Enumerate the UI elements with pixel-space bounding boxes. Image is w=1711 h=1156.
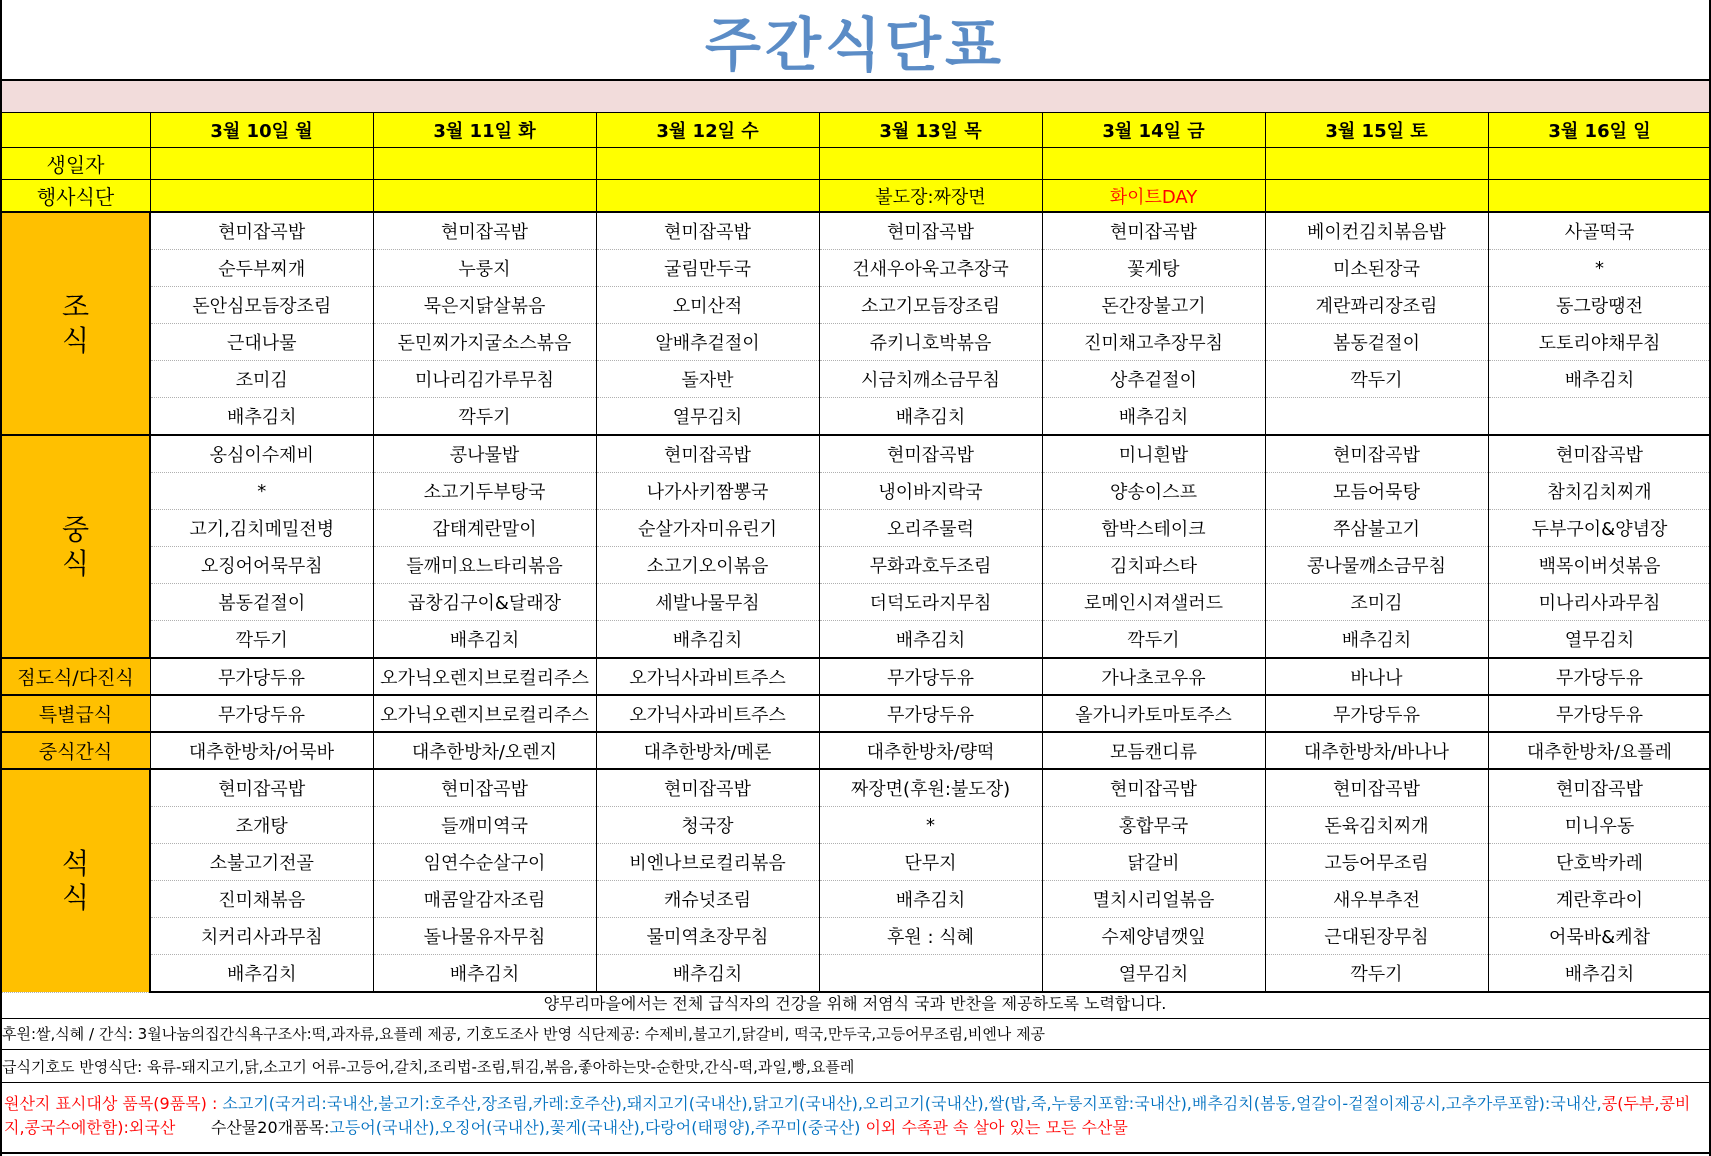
event-row xyxy=(1,180,1711,213)
lunch-dish: 열무김치 xyxy=(1488,621,1711,659)
event-cell xyxy=(373,180,596,213)
breakfast-dish: 시금치깨소금무침 xyxy=(819,361,1042,398)
pink-band xyxy=(0,81,1710,113)
event-cell xyxy=(1265,180,1488,213)
lunch-dish: 현미잡곡밥 xyxy=(596,435,819,473)
lunch-dish: 콩나물밥 xyxy=(373,435,596,473)
breakfast-dish: 미나리김가루무침 xyxy=(373,361,596,398)
lunch-dish: 현미잡곡밥 xyxy=(1265,435,1488,473)
breakfast-dish: 묵은지닭살볶음 xyxy=(373,287,596,324)
breakfast-dish: 조미김 xyxy=(150,361,373,398)
breakfast-dish: 배추김치 xyxy=(1488,361,1711,398)
lunch-dish: 세발나물무침 xyxy=(596,584,819,621)
lunch-dish: 갑태계란말이 xyxy=(373,510,596,547)
event-cell: 화이트DAY xyxy=(1042,180,1265,213)
lunch-dish: 곱창김구이&달래장 xyxy=(373,584,596,621)
lunch-dish: 들깨미요느타리볶음 xyxy=(373,547,596,584)
lunch-dish: 소고기오이볶음 xyxy=(596,547,819,584)
dinner-dish: 청국장 xyxy=(596,807,819,844)
breakfast-dish: 소고기모듬장조림 xyxy=(819,287,1042,324)
dinner-row xyxy=(1,955,1711,993)
origin-seafood-heading: 수산물20개품목: xyxy=(210,1118,330,1137)
lunch-dish: 나가사키짬뽕국 xyxy=(596,473,819,510)
day-header: 3월 16일 일 xyxy=(1488,113,1711,148)
breakfast-row xyxy=(1,250,1711,287)
footer-notice: 양무리마을에서는 전체 급식자의 건강을 위해 저염식 국과 반찬을 제공하도록 노력합니다. xyxy=(0,990,1710,1019)
lunch-dish: 쭈삼불고기 xyxy=(1265,510,1488,547)
origin-aquarium: 이외 수족관 속 살아 있는 모든 수산물 xyxy=(860,1118,1128,1137)
dinner-dish: 캐슈넛조림 xyxy=(596,881,819,918)
lunch-dish: 백목이버섯볶음 xyxy=(1488,547,1711,584)
dinner-dish: 배추김치 xyxy=(373,955,596,993)
lunch-dish: 미나리사과무침 xyxy=(1488,584,1711,621)
dinner-dish: 깍두기 xyxy=(1265,955,1488,993)
dinner-dish: 치커리사과무침 xyxy=(150,918,373,955)
breakfast-dish: 현미잡곡밥 xyxy=(596,212,819,250)
breakfast-dish xyxy=(1488,398,1711,436)
dinner-dish: 돈육김치찌개 xyxy=(1265,807,1488,844)
lunch-dish: 조미김 xyxy=(1265,584,1488,621)
dinner-dish: 현미잡곡밥 xyxy=(373,769,596,807)
dinner-dish: 임연수순살구이 xyxy=(373,844,596,881)
dinner-dish: 소불고기전골 xyxy=(150,844,373,881)
lunch-dish: 봄동겉절이 xyxy=(150,584,373,621)
snack-item: 바나나 xyxy=(1265,658,1488,695)
snack-row-label: 점도식/다진식 xyxy=(1,658,150,695)
breakfast-dish: * xyxy=(1488,250,1711,287)
snack-item: 무가당두유 xyxy=(150,695,373,732)
dinner-dish: 근대된장무침 xyxy=(1265,918,1488,955)
breakfast-row xyxy=(1,324,1711,361)
breakfast-dish: 깍두기 xyxy=(1265,361,1488,398)
dinner-dish: 현미잡곡밥 xyxy=(150,769,373,807)
event-cell xyxy=(596,180,819,213)
lunch-dish: 오징어어묵무침 xyxy=(150,547,373,584)
lunch-dish: 로메인시져샐러드 xyxy=(1042,584,1265,621)
dinner-row xyxy=(1,769,1711,807)
lunch-dish: 오리주물럭 xyxy=(819,510,1042,547)
snack-item: 오가닉오렌지브로컬리주스 xyxy=(373,695,596,732)
breakfast-dish: 현미잡곡밥 xyxy=(373,212,596,250)
dinner-dish: 조개탕 xyxy=(150,807,373,844)
breakfast-dish: 순두부찌개 xyxy=(150,250,373,287)
date-header-row xyxy=(1,113,1711,148)
snack-item: 무가당두유 xyxy=(1265,695,1488,732)
breakfast-dish: 건새우아욱고추장국 xyxy=(819,250,1042,287)
lunch-dish: 깍두기 xyxy=(150,621,373,659)
lunch-row xyxy=(1,584,1711,621)
breakfast-dish: 굴림만두국 xyxy=(596,250,819,287)
dinner-dish xyxy=(819,955,1042,993)
breakfast-dish: 현미잡곡밥 xyxy=(819,212,1042,250)
left-border xyxy=(0,0,2,1156)
dinner-dish: 들깨미역국 xyxy=(373,807,596,844)
dinner-dish: 돌나물유자무침 xyxy=(373,918,596,955)
lunch-dish: 깍두기 xyxy=(1042,621,1265,659)
page-title: 주간식단표 xyxy=(704,10,1006,79)
snack-item: 오가닉사과비트주스 xyxy=(596,695,819,732)
breakfast-row xyxy=(1,361,1711,398)
breakfast-dish: 베이컨김치볶음밥 xyxy=(1265,212,1488,250)
lunch-dish: 참치김치찌개 xyxy=(1488,473,1711,510)
birthday-cell xyxy=(373,148,596,180)
birthday-cell xyxy=(1042,148,1265,180)
event-label: 행사식단 xyxy=(1,180,150,213)
dinner-dish: 고등어무조림 xyxy=(1265,844,1488,881)
dinner-dish: 현미잡곡밥 xyxy=(1488,769,1711,807)
snack-item: 무가당두유 xyxy=(819,658,1042,695)
breakfast-dish: 누룽지 xyxy=(373,250,596,287)
lunch-dish: 배추김치 xyxy=(373,621,596,659)
dinner-dish: 현미잡곡밥 xyxy=(1042,769,1265,807)
breakfast-dish: 계란꽈리장조림 xyxy=(1265,287,1488,324)
lunch-dish: 소고기두부탕국 xyxy=(373,473,596,510)
breakfast-dish: 현미잡곡밥 xyxy=(1042,212,1265,250)
snack-row xyxy=(1,658,1711,695)
origin-meat: 소고기(국거리:국내산,불고기:호주산,장조림,카레:호주산),돼지고기(국내산),닭고기(국내산),오리고기(국내산),쌀(밥,죽,누룽지포함:국내산),배추김치(봄동,얼갈이-겉절이제공시,고추가루포함):국내산, xyxy=(222,1094,1602,1113)
breakfast-dish: 미소된장국 xyxy=(1265,250,1488,287)
dinner-dish: 멸치시리얼볶음 xyxy=(1042,881,1265,918)
breakfast-dish: 깍두기 xyxy=(373,398,596,436)
breakfast-dish: 열무김치 xyxy=(596,398,819,436)
lunch-dish: 배추김치 xyxy=(1265,621,1488,659)
dinner-dish: 계란후라이 xyxy=(1488,881,1711,918)
footer-origin xyxy=(0,1084,1710,1154)
snack-row xyxy=(1,732,1711,769)
breakfast-dish: 봄동겉절이 xyxy=(1265,324,1488,361)
snack-item: 대추한방차/어묵바 xyxy=(150,732,373,769)
snack-item: 대추한방차/오렌지 xyxy=(373,732,596,769)
snack-item: 무가당두유 xyxy=(1488,658,1711,695)
dinner-dish: 수제양념깻잎 xyxy=(1042,918,1265,955)
day-header: 3월 13일 목 xyxy=(819,113,1042,148)
lunch-dish: 옹심이수제비 xyxy=(150,435,373,473)
lunch-dish: 두부구이&양념장 xyxy=(1488,510,1711,547)
dinner-dish: 현미잡곡밥 xyxy=(1265,769,1488,807)
footer-donation: 후원:쌀,식혜 / 간식: 3월나눔의집간식욕구조사:떡,과자류,요플레 제공, 기호도조사 반영 식단제공: 수제비,불고기,닭갈비, 떡국,만두국,고등어무조림,비엔나 제공 xyxy=(0,1019,1710,1050)
snack-row-label: 특별급식 xyxy=(1,695,150,732)
snack-item: 올가니카토마토주스 xyxy=(1042,695,1265,732)
lunch-row xyxy=(1,435,1711,473)
dinner-dish: 미니우동 xyxy=(1488,807,1711,844)
snack-item: 대추한방차/량떡 xyxy=(819,732,1042,769)
lunch-label: 중 식 xyxy=(1,435,150,658)
dinner-dish: 배추김치 xyxy=(819,881,1042,918)
breakfast-dish: 상추겉절이 xyxy=(1042,361,1265,398)
snack-item: 오가닉오렌지브로컬리주스 xyxy=(373,658,596,695)
event-cell xyxy=(1488,180,1711,213)
lunch-dish: 무화과호두조림 xyxy=(819,547,1042,584)
breakfast-dish: 배추김치 xyxy=(1042,398,1265,436)
lunch-dish: 순살가자미유린기 xyxy=(596,510,819,547)
snack-item: 대추한방차/바나나 xyxy=(1265,732,1488,769)
dinner-dish: 단무지 xyxy=(819,844,1042,881)
dinner-dish: * xyxy=(819,807,1042,844)
breakfast-dish: 돌자반 xyxy=(596,361,819,398)
lunch-dish: 현미잡곡밥 xyxy=(819,435,1042,473)
dinner-label: 석 식 xyxy=(1,769,150,992)
lunch-dish: 배추김치 xyxy=(596,621,819,659)
birthday-label: 생일자 xyxy=(1,148,150,180)
breakfast-dish: 꽃게탕 xyxy=(1042,250,1265,287)
origin-bean: 콩(두부,콩비지,콩국수에한함):외국산 xyxy=(4,1094,1691,1137)
day-header: 3월 11일 화 xyxy=(373,113,596,148)
dinner-dish: 현미잡곡밥 xyxy=(596,769,819,807)
lunch-dish: * xyxy=(150,473,373,510)
lunch-dish: 배추김치 xyxy=(819,621,1042,659)
breakfast-dish: 근대나물 xyxy=(150,324,373,361)
day-header: 3월 10일 월 xyxy=(150,113,373,148)
snack-item: 가나초코우유 xyxy=(1042,658,1265,695)
breakfast-dish: 돈간장불고기 xyxy=(1042,287,1265,324)
snack-item: 무가당두유 xyxy=(1488,695,1711,732)
breakfast-dish: 동그랑땡전 xyxy=(1488,287,1711,324)
header-corner xyxy=(1,113,150,148)
lunch-dish: 현미잡곡밥 xyxy=(1488,435,1711,473)
breakfast-row xyxy=(1,287,1711,324)
dinner-row xyxy=(1,881,1711,918)
snack-item: 무가당두유 xyxy=(150,658,373,695)
dinner-dish: 후원 : 식혜 xyxy=(819,918,1042,955)
dinner-dish: 진미채볶음 xyxy=(150,881,373,918)
lunch-dish: 모듬어묵탕 xyxy=(1265,473,1488,510)
birthday-cell xyxy=(1488,148,1711,180)
lunch-row xyxy=(1,473,1711,510)
dinner-dish: 배추김치 xyxy=(1488,955,1711,993)
breakfast-dish: 배추김치 xyxy=(819,398,1042,436)
lunch-dish: 더덕도라지무침 xyxy=(819,584,1042,621)
lunch-row xyxy=(1,510,1711,547)
breakfast-dish: 도토리야채무침 xyxy=(1488,324,1711,361)
lunch-dish: 콩나물깨소금무침 xyxy=(1265,547,1488,584)
dinner-dish: 배추김치 xyxy=(150,955,373,993)
breakfast-dish: 현미잡곡밥 xyxy=(150,212,373,250)
dinner-dish: 새우부추전 xyxy=(1265,881,1488,918)
dinner-dish: 닭갈비 xyxy=(1042,844,1265,881)
breakfast-label: 조 식 xyxy=(1,212,150,435)
snack-item: 모듬캔디류 xyxy=(1042,732,1265,769)
breakfast-dish: 사골떡국 xyxy=(1488,212,1711,250)
dinner-row xyxy=(1,844,1711,881)
birthday-row xyxy=(1,148,1711,180)
dinner-dish: 짜장면(후원:불도장) xyxy=(819,769,1042,807)
dinner-dish: 비엔나브로컬리볶음 xyxy=(596,844,819,881)
breakfast-dish: 돈민찌가지굴소스볶음 xyxy=(373,324,596,361)
breakfast-row xyxy=(1,212,1711,250)
breakfast-dish: 배추김치 xyxy=(150,398,373,436)
dinner-dish: 단호박카레 xyxy=(1488,844,1711,881)
snack-item: 오가닉사과비트주스 xyxy=(596,658,819,695)
breakfast-dish: 알배추겉절이 xyxy=(596,324,819,361)
day-header: 3월 15일 토 xyxy=(1265,113,1488,148)
breakfast-row xyxy=(1,398,1711,436)
snack-item: 대추한방차/요플레 xyxy=(1488,732,1711,769)
title-bar xyxy=(0,0,1710,81)
breakfast-dish: 쥬키니호박볶음 xyxy=(819,324,1042,361)
birthday-cell xyxy=(150,148,373,180)
lunch-row xyxy=(1,621,1711,659)
dinner-row xyxy=(1,918,1711,955)
day-header: 3월 12일 수 xyxy=(596,113,819,148)
origin-seafood: 고등어(국내산),오징어(국내산),꽃게(국내산),다랑어(태평양),주꾸미(중국산) xyxy=(329,1118,861,1137)
birthday-cell xyxy=(1265,148,1488,180)
origin-heading: 원산지 표시대상 품목(9품목) : xyxy=(4,1094,223,1113)
day-header: 3월 14일 금 xyxy=(1042,113,1265,148)
breakfast-dish: 오미산적 xyxy=(596,287,819,324)
breakfast-dish: 진미채고추장무침 xyxy=(1042,324,1265,361)
birthday-cell xyxy=(596,148,819,180)
dinner-dish: 매콤알감자조림 xyxy=(373,881,596,918)
weekly-menu-table xyxy=(0,112,1711,993)
event-cell: 불도장:짜장면 xyxy=(819,180,1042,213)
snack-item: 대추한방차/메론 xyxy=(596,732,819,769)
snack-row xyxy=(1,695,1711,732)
snack-item: 무가당두유 xyxy=(819,695,1042,732)
dinner-dish: 물미역초장무침 xyxy=(596,918,819,955)
birthday-cell xyxy=(819,148,1042,180)
dinner-dish: 홍합무국 xyxy=(1042,807,1265,844)
lunch-dish: 고기,김치메밀전병 xyxy=(150,510,373,547)
lunch-dish: 양송이스프 xyxy=(1042,473,1265,510)
footer-preference: 급식기호도 반영식단: 육류-돼지고기,닭,소고기 어류-고등어,갈치,조리법-조림,튀김,볶음,좋아하는맛-순한맛,간식-떡,과일,빵,요플레 xyxy=(0,1051,1710,1083)
lunch-dish: 김치파스타 xyxy=(1042,547,1265,584)
event-cell xyxy=(150,180,373,213)
dinner-dish: 어묵바&케찹 xyxy=(1488,918,1711,955)
dinner-dish: 배추김치 xyxy=(596,955,819,993)
lunch-dish: 미니흰밥 xyxy=(1042,435,1265,473)
lunch-row xyxy=(1,547,1711,584)
snack-row-label: 중식간식 xyxy=(1,732,150,769)
lunch-dish: 함박스테이크 xyxy=(1042,510,1265,547)
breakfast-dish: 돈안심모듬장조림 xyxy=(150,287,373,324)
breakfast-dish xyxy=(1265,398,1488,436)
dinner-dish: 열무김치 xyxy=(1042,955,1265,993)
dinner-row xyxy=(1,807,1711,844)
lunch-dish: 냉이바지락국 xyxy=(819,473,1042,510)
